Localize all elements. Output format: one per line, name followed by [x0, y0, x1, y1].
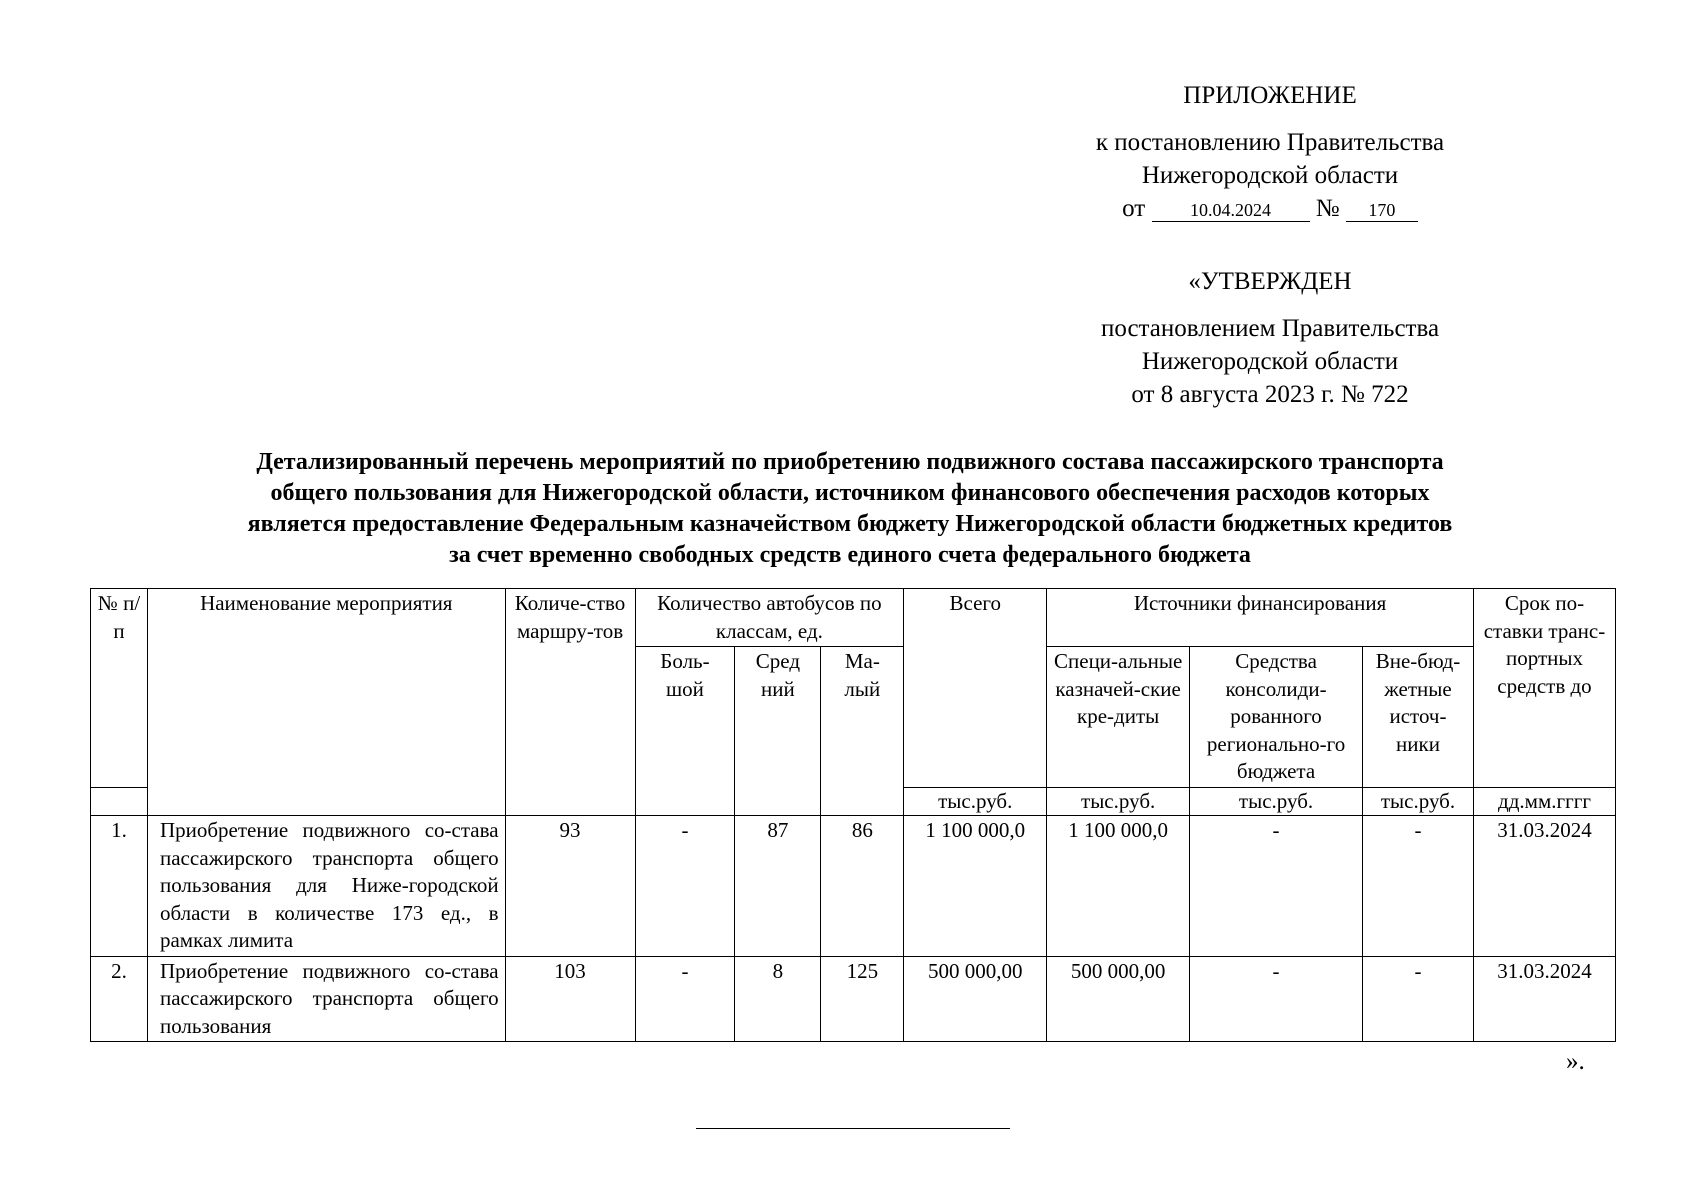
approved-line-1: постановлением Правительства: [1100, 315, 1440, 342]
approved-line-3: от 8 августа 2023 г. № 722: [1131, 381, 1409, 408]
closing-quote: ».: [1566, 1048, 1585, 1075]
cell-routes: 103: [505, 956, 635, 1042]
title-line-2: общего пользования для Нижегородской области, источником финансового обеспечения расходов которых: [270, 480, 1430, 506]
unit-consolidated: тыс.руб.: [1190, 787, 1363, 816]
cell-num: 2.: [91, 956, 148, 1042]
table-row: [91, 956, 1616, 1042]
unit-total: тыс.руб.: [904, 787, 1047, 816]
cell-nonbudget: -: [1363, 816, 1474, 957]
cell-mid: 87: [735, 816, 821, 957]
appendix-line-2: Нижегородской области: [1141, 162, 1399, 189]
header-nonbudget: Вне-бюд-жетные источ-ники: [1363, 647, 1474, 788]
cell-small: 125: [821, 956, 904, 1042]
date-prefix: от: [1122, 195, 1146, 222]
appendix-line-1: к постановлению Правительства: [1095, 129, 1445, 156]
table-row: [91, 816, 1616, 957]
activities-table: [90, 588, 1616, 1042]
title-line-4: за счет временно свободных средств единого счета федерального бюджета: [449, 542, 1251, 568]
cell-num: 1.: [91, 816, 148, 957]
cell-deadline: 31.03.2024: [1473, 956, 1615, 1042]
separator-line: [696, 1128, 1010, 1129]
unit-deadline: дд.мм.гггг: [1473, 787, 1615, 816]
cell-special: 1 100 000,0: [1047, 816, 1190, 957]
appendix-date-line: [1060, 192, 1480, 225]
cell-name: Приобретение подвижного со-става пассажирского транспорта общего пользования: [147, 956, 505, 1042]
header-consolidated: Средства консолиди-рованного регионально-го бюджета: [1190, 647, 1363, 788]
cell-mid: 8: [735, 956, 821, 1042]
unit-nonbudget: тыс.руб.: [1363, 787, 1474, 816]
cell-special: 500 000,00: [1047, 956, 1190, 1042]
header-deadline: Срок по-ставки транс-портных средств до: [1473, 589, 1615, 788]
cell-small: 86: [821, 816, 904, 957]
approved-line-2: Нижегородской области: [1141, 348, 1399, 375]
approved-head: «УТВЕРЖДЕН: [1188, 268, 1352, 295]
cell-big: -: [635, 956, 735, 1042]
header-mid: Сред ний: [735, 647, 821, 816]
header-routes: Количе-ство маршру-тов: [505, 589, 635, 816]
cell-big: -: [635, 816, 735, 957]
cell-routes: 93: [505, 816, 635, 957]
appendix-title: ПРИЛОЖЕНИЕ: [1183, 82, 1357, 109]
unit-special: тыс.руб.: [1047, 787, 1190, 816]
title-line-1: Детализированный перечень мероприятий по приобретению подвижного состава пассажирского транспорта: [256, 449, 1444, 475]
header-special: Специ-альные казначей-ские кре-диты: [1047, 647, 1190, 788]
header-bus-group: Количество автобусов по классам, ед.: [635, 589, 904, 647]
document-title: [90, 447, 1610, 571]
title-line-3: является предоставление Федеральным казначейством бюджету Нижегородской области бюджетных кредитов: [247, 511, 1453, 537]
header-sources-group: Источники финансирования: [1047, 589, 1474, 647]
cell-deadline: 31.03.2024: [1473, 816, 1615, 957]
header-total: Всего: [904, 589, 1047, 788]
date-value: 10.04.2024: [1152, 199, 1310, 222]
number-value: 170: [1346, 199, 1418, 222]
cell-total: 1 100 000,0: [904, 816, 1047, 957]
header-small: Ма-лый: [821, 647, 904, 816]
cell-consolidated: -: [1190, 816, 1363, 957]
header-num: № п/п: [91, 589, 148, 788]
cell-total: 500 000,00: [904, 956, 1047, 1042]
appendix-block: [1060, 80, 1480, 225]
unit-num: [91, 787, 148, 816]
cell-consolidated: -: [1190, 956, 1363, 1042]
approved-block: [1060, 265, 1480, 411]
cell-name: Приобретение подвижного со-става пассажирского транспорта общего пользования для Ниже-городской области в количестве 173 ед., в рамках лимита: [147, 816, 505, 957]
header-name: Наименование мероприятия: [147, 589, 505, 816]
number-sign: №: [1315, 195, 1340, 222]
cell-nonbudget: -: [1363, 956, 1474, 1042]
header-big: Боль-шой: [635, 647, 735, 816]
